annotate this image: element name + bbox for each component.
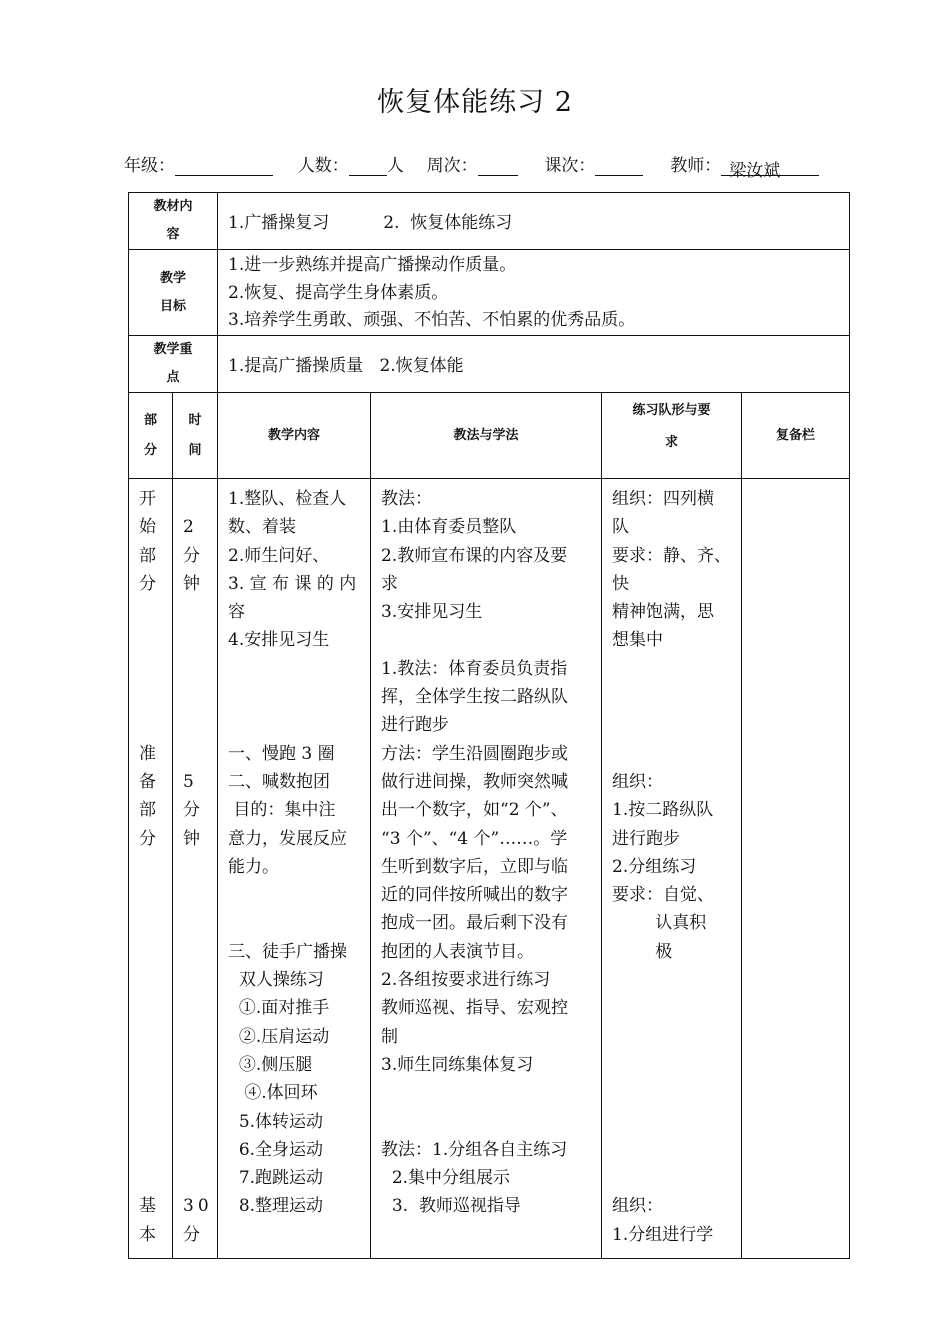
text-line: ④.体回环 <box>228 1083 318 1104</box>
text-line: 要求：静、齐、 <box>612 545 732 566</box>
text-line: 1.整队、检查人 <box>228 489 347 509</box>
text-line <box>139 1079 172 1107</box>
text-line: 2.师生问好、 <box>228 545 330 566</box>
text-line: 三、徒手广播操 <box>228 941 348 962</box>
text-line: 3. 教师巡视指导 <box>381 1196 521 1217</box>
row-key <box>129 336 850 393</box>
text-line: 生听到数字后，立即与临 <box>381 856 569 877</box>
text-line: 1.分组进行学 <box>612 1224 714 1245</box>
header-row <box>129 393 850 479</box>
text-line: 教法： <box>381 489 433 509</box>
text-line: 进行跑步 <box>381 715 450 736</box>
text-line <box>612 1079 737 1107</box>
body-row <box>129 479 850 1259</box>
text-line <box>228 881 366 909</box>
goal-label: 教学 目标 <box>129 250 218 336</box>
text-line: 3.师生同练集体复习 <box>381 1054 534 1075</box>
text-line <box>183 655 217 683</box>
text-line <box>183 966 217 994</box>
text-line <box>612 1108 737 1136</box>
text-line <box>183 938 217 966</box>
text-line: 分 <box>139 573 160 594</box>
goal-list <box>218 250 850 336</box>
text-line: 分 <box>183 545 204 566</box>
text-line: 极 <box>612 941 673 962</box>
text-line <box>183 909 217 937</box>
col-header-notes: 复备栏 <box>742 393 850 479</box>
text-line <box>139 1136 172 1164</box>
text-line <box>139 1023 172 1051</box>
text-line <box>612 1051 737 1079</box>
text-line: 做行进间操，教师突然喊 <box>381 771 569 792</box>
text-line <box>139 881 172 909</box>
text-line <box>612 1136 737 1164</box>
text-line <box>612 1023 737 1051</box>
text-line <box>183 740 217 768</box>
text-line: 1.按二路纵队 <box>612 800 714 821</box>
text-line: 意力，发展反应 <box>228 828 348 849</box>
text-line <box>139 1164 172 1192</box>
teacher-name: 梁汝斌 <box>721 156 819 176</box>
text-line: 3.安排见习生 <box>381 602 483 623</box>
text-line <box>381 1108 597 1136</box>
text-line: 5 <box>183 771 198 792</box>
text-line: 2.教师宣布课的内容及要 <box>381 545 568 566</box>
text-line <box>183 994 217 1022</box>
text-line <box>612 655 737 683</box>
text-line: 分 <box>139 828 160 849</box>
goal-item: 3.培养学生勇敢、顽强、不怕苦、不怕累的优秀品质。 <box>228 310 636 331</box>
lesson-plan-table <box>128 192 850 1259</box>
text-line <box>228 711 366 739</box>
text-line: 开 <box>139 489 160 509</box>
text-line <box>612 966 737 994</box>
col-header-content: 教学内容 <box>218 393 371 479</box>
text-line: 快 <box>612 573 630 594</box>
part-cell <box>129 479 173 1259</box>
text-line: 目的：集中注 <box>228 800 336 821</box>
text-line <box>139 938 172 966</box>
text-line: 容 <box>228 602 246 623</box>
text-line: 8.整理运动 <box>228 1196 324 1217</box>
text-line <box>139 966 172 994</box>
row-goals <box>129 250 850 336</box>
text-line <box>612 1164 737 1192</box>
text-line: 组织： <box>612 771 664 792</box>
text-line: 基 <box>139 1196 160 1217</box>
text-line: 分 <box>183 1224 204 1245</box>
text-line <box>183 626 217 654</box>
text-line: 抱团的人表演节目。 <box>381 941 535 962</box>
lesson-meta-line <box>124 151 819 181</box>
count-label: 人数： <box>297 156 349 176</box>
text-line: 分 <box>183 800 204 821</box>
text-line: 方法：学生沿圆圈跑步或 <box>381 743 569 764</box>
text-line: 二、喊数抱团 <box>228 771 331 792</box>
text-line <box>183 1079 217 1107</box>
text-line: 想集中 <box>612 630 664 651</box>
text-line: 1.教法：体育委员负责指 <box>381 658 568 679</box>
text-line: ②.压肩运动 <box>228 1026 330 1047</box>
text-line: 制 <box>381 1026 399 1047</box>
goal-item: 1.进一步熟练并提高广播操动作质量。 <box>228 255 517 276</box>
text-line: “3 个”、“4 个”……。学 <box>381 828 568 849</box>
text-line: 始 <box>139 517 160 538</box>
row-content <box>129 193 850 250</box>
text-line <box>183 1051 217 1079</box>
text-line <box>381 626 597 654</box>
text-line <box>183 1023 217 1051</box>
text-line: 30 <box>183 1196 213 1217</box>
text-line: 能力。 <box>228 856 280 877</box>
text-line <box>183 711 217 739</box>
text-line: 4.安排见习生 <box>228 630 330 651</box>
grade-blank <box>175 155 273 176</box>
text-line <box>381 1079 597 1107</box>
text-line: 队 <box>612 517 630 538</box>
text-line: 6.全身运动 <box>228 1139 324 1160</box>
text-line <box>612 683 737 711</box>
text-line <box>139 1108 172 1136</box>
text-line <box>183 1136 217 1164</box>
text-line <box>139 994 172 1022</box>
text-line: 进行跑步 <box>612 828 681 849</box>
text-line: 双人操练习 <box>228 970 324 991</box>
text-line: 2.分组练习 <box>612 856 697 877</box>
text-line <box>139 711 172 739</box>
text-line <box>228 683 366 711</box>
text-line <box>183 1164 217 1192</box>
text-line: 一、慢跑 3 圈 <box>228 743 335 764</box>
week-label: 周次： <box>426 156 478 176</box>
text-line <box>139 1051 172 1079</box>
text-line: 本 <box>139 1224 160 1245</box>
text-line: 教法：1.分组各自主练习 <box>381 1139 568 1160</box>
notes-cell <box>742 479 850 1259</box>
key-label: 教学重 点 <box>129 336 218 393</box>
text-line: 抱成一团。最后剩下没有 <box>381 913 569 934</box>
text-line: 出一个数字，如“2 个”、 <box>381 800 568 821</box>
content-cell <box>218 479 371 1259</box>
text-line <box>228 909 366 937</box>
grade-label: 年级： <box>124 156 175 176</box>
col-header-part: 部 分 <box>129 393 173 479</box>
text-line: 5.体转运动 <box>228 1111 324 1132</box>
text-line: ①.面对推手 <box>228 998 330 1019</box>
method-cell <box>371 479 602 1259</box>
col-header-formation: 练习队形与要 求 <box>602 393 742 479</box>
text-line <box>612 994 737 1022</box>
text-line <box>183 853 217 881</box>
text-line <box>183 485 217 513</box>
text-line: 部 <box>139 800 160 821</box>
lesson-blank <box>595 155 643 176</box>
text-line: 认真积 <box>612 913 707 934</box>
text-line: 钟 <box>183 828 204 849</box>
text-line <box>183 683 217 711</box>
page-title: 恢复体能练习 2 <box>377 87 573 118</box>
text-line: 1.由体育委员整队 <box>381 517 517 538</box>
text-line <box>139 683 172 711</box>
text-line <box>139 853 172 881</box>
content-label: 教材内 容 <box>129 193 218 250</box>
text-line <box>139 909 172 937</box>
count-blank <box>349 155 387 176</box>
text-line: 组织：四列横 <box>612 489 715 509</box>
text-line: 精神饱满，思 <box>612 602 715 623</box>
text-line: 挥，全体学生按二路纵队 <box>381 687 569 708</box>
lesson-label: 课次： <box>544 156 596 176</box>
text-line: 要求：自觉、 <box>612 885 715 906</box>
content-value: 1.广播操复习 2. 恢复体能练习 <box>218 193 850 250</box>
formation-cell <box>602 479 742 1259</box>
text-line <box>183 598 217 626</box>
text-line <box>183 881 217 909</box>
text-line <box>139 655 172 683</box>
text-line: ③.侧压腿 <box>228 1054 313 1075</box>
text-line: 组织： <box>612 1196 664 1217</box>
time-cell <box>173 479 218 1259</box>
text-line: 2 <box>183 517 198 538</box>
col-header-method: 教法与学法 <box>371 393 602 479</box>
text-line <box>612 711 737 739</box>
text-line: 求 <box>381 573 399 594</box>
key-value: 1.提高广播操质量 2.恢复体能 <box>218 336 850 393</box>
text-line: 2.集中分组展示 <box>381 1168 511 1189</box>
text-line: 3. 宣 布 课 的 内 <box>228 573 357 594</box>
count-unit: 人 <box>386 156 404 176</box>
week-blank <box>478 155 518 176</box>
text-line: 部 <box>139 545 160 566</box>
text-line: 数、着装 <box>228 517 297 538</box>
text-line: 备 <box>139 771 160 792</box>
text-line <box>139 598 172 626</box>
text-line: 近的同伴按所喊出的数字 <box>381 885 569 906</box>
text-line <box>228 655 366 683</box>
text-line: 7.跑跳运动 <box>228 1168 324 1189</box>
text-line <box>139 626 172 654</box>
text-line <box>183 1108 217 1136</box>
text-line <box>612 740 737 768</box>
goal-item: 2.恢复、提高学生身体素质。 <box>228 282 449 303</box>
col-header-time: 时 间 <box>173 393 218 479</box>
text-line: 钟 <box>183 573 204 594</box>
teacher-label: 教师： <box>670 156 722 176</box>
text-line: 准 <box>139 743 160 764</box>
text-line: 教师巡视、指导、宏观控 <box>381 998 569 1019</box>
text-line: 2.各组按要求进行练习 <box>381 970 551 991</box>
